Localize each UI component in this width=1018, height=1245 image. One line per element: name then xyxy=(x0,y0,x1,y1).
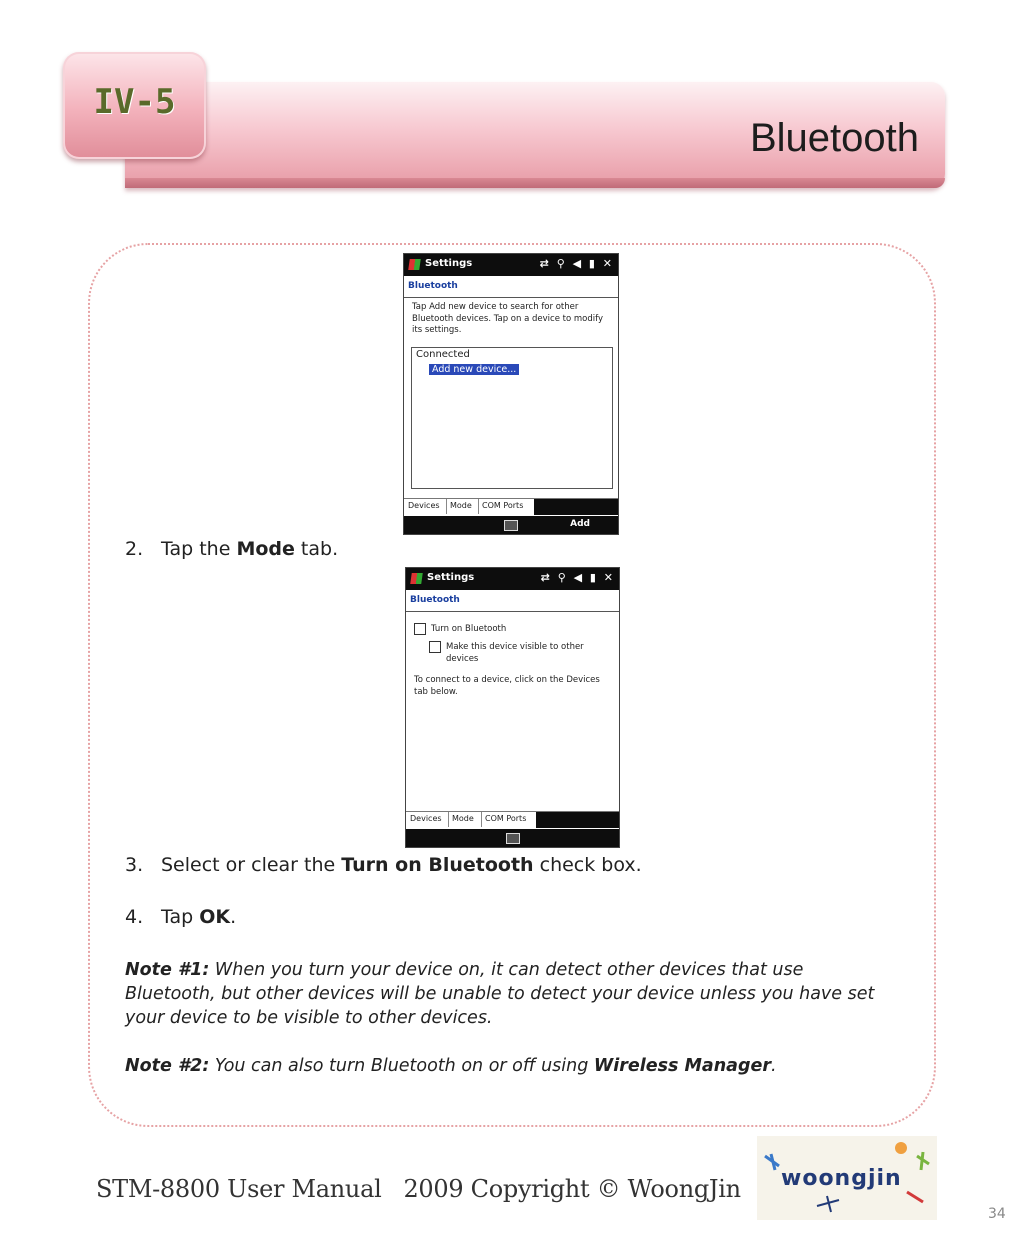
tab-strip xyxy=(404,498,618,515)
step-4 xyxy=(125,906,236,928)
add-new-device-item[interactable]: Add new device... xyxy=(429,364,519,375)
step-text: Tap the xyxy=(161,538,237,560)
tab-com-ports[interactable]: COM Ports xyxy=(485,814,527,823)
tab-devices[interactable]: Devices xyxy=(410,814,442,823)
device-list[interactable] xyxy=(411,347,613,489)
step-text: Select or clear the xyxy=(161,854,342,876)
page-number: 34 xyxy=(988,1206,1006,1222)
tab-com-ports[interactable]: COM Ports xyxy=(482,501,524,510)
step-2 xyxy=(125,538,338,560)
screen-heading: Bluetooth xyxy=(410,595,460,605)
divider xyxy=(406,611,619,612)
keyboard-icon[interactable] xyxy=(504,520,518,531)
tab-separator xyxy=(481,812,482,827)
step-3 xyxy=(125,854,642,876)
section-header-band xyxy=(125,82,945,188)
tab-mode[interactable]: Mode xyxy=(452,814,474,823)
note-1 xyxy=(125,958,885,1030)
page-title: Bluetooth xyxy=(749,116,919,160)
note-bold: Wireless Manager xyxy=(593,1056,772,1076)
step-text: Tap xyxy=(161,906,200,928)
step-bold: Mode xyxy=(236,538,295,560)
section-number-tab xyxy=(63,52,206,159)
woongjin-logo xyxy=(757,1136,937,1220)
note-label: Note #1: xyxy=(125,960,210,980)
step-number: 2. xyxy=(125,538,144,560)
screen-description: Tap Add new device to search for other Bluetooth devices. Tap on a device to modify its settings. xyxy=(412,302,603,335)
turn-on-bluetooth-checkbox[interactable] xyxy=(414,623,426,635)
step-bold: OK xyxy=(199,906,231,928)
connect-info: To connect to a device, click on the Devices tab below. xyxy=(414,675,600,697)
visible-device-checkbox[interactable] xyxy=(429,641,441,653)
step-number: 4. xyxy=(125,906,144,928)
title-bar xyxy=(406,568,619,590)
section-number: IV-5 xyxy=(93,82,176,122)
add-softkey[interactable]: Add xyxy=(570,519,590,529)
turn-on-bluetooth-label: Turn on Bluetooth xyxy=(431,624,507,634)
step-text-end: . xyxy=(230,906,237,928)
keyboard-icon[interactable] xyxy=(506,833,520,844)
softkey-bar xyxy=(404,516,618,534)
tab-strip-fill xyxy=(534,499,618,515)
divider xyxy=(404,297,618,298)
tab-separator xyxy=(448,812,449,827)
step-text-end: check box. xyxy=(533,854,642,876)
windows-start-icon xyxy=(408,259,421,270)
app-title: Settings xyxy=(425,258,473,269)
title-bar xyxy=(404,254,618,276)
step-bold: Turn on Bluetooth xyxy=(341,854,534,876)
screenshot-devices-tab xyxy=(403,253,619,535)
step-number: 3. xyxy=(125,854,144,876)
tab-separator xyxy=(446,499,447,514)
windows-start-icon xyxy=(410,573,423,584)
footer-copyright: STM-8800 User Manual 2009 Copyright © WoongJin xyxy=(96,1175,741,1203)
status-icons: ⇄ ⚲ ◀ ▮ ✕ xyxy=(540,571,615,584)
softkey-bar xyxy=(406,829,619,847)
note-text: When you turn your device on, it can detect other devices that use Bluetooth, but other devices will be unable to detect your device unless you have set your device to be visible to other devices. xyxy=(125,960,875,1028)
logo-wordmark: woongjin xyxy=(781,1166,902,1191)
tab-mode[interactable]: Mode xyxy=(450,501,472,510)
screen-heading: Bluetooth xyxy=(408,281,458,291)
status-icons: ⇄ ⚲ ◀ ▮ ✕ xyxy=(539,257,614,270)
note-text-end: . xyxy=(771,1056,777,1076)
visible-device-label: Make this device visible to other devices xyxy=(446,642,584,664)
list-header: Connected xyxy=(416,349,470,360)
screenshot-mode-tab xyxy=(405,567,620,848)
tab-separator xyxy=(478,499,479,514)
tab-devices[interactable]: Devices xyxy=(408,501,440,510)
app-title: Settings xyxy=(427,572,475,583)
note-2 xyxy=(125,1054,885,1078)
tab-strip xyxy=(406,811,619,828)
step-text-end: tab. xyxy=(294,538,339,560)
note-label: Note #2: xyxy=(125,1056,210,1076)
tab-strip-fill xyxy=(536,812,619,828)
note-text: You can also turn Bluetooth on or off using xyxy=(209,1056,594,1076)
